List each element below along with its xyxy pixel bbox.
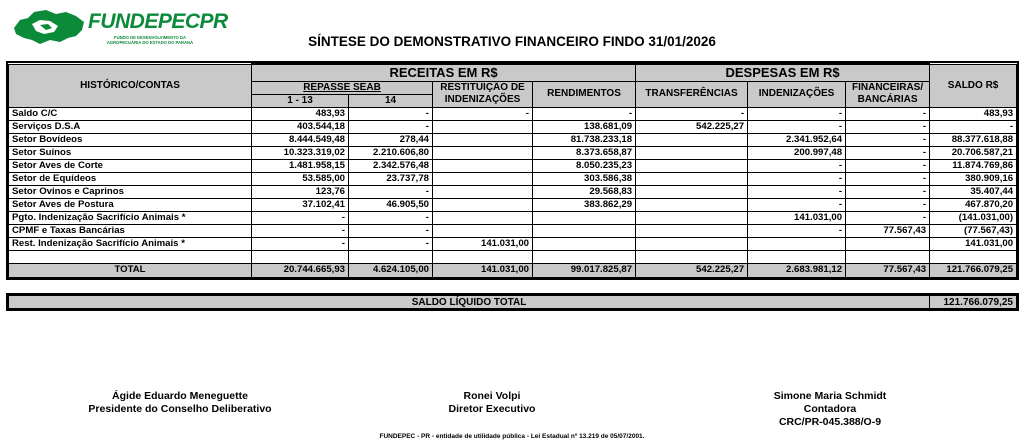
header-historico: HISTÓRICO/CONTAS xyxy=(9,64,252,107)
row-value: - xyxy=(252,211,349,224)
row-value xyxy=(636,224,748,237)
row-label: Setor Bovídeos xyxy=(9,133,252,146)
total-cell: 542.225,27 xyxy=(636,263,748,277)
row-value: 2.341.952,64 xyxy=(748,133,846,146)
table-row xyxy=(9,107,1017,120)
row-value xyxy=(930,250,1017,263)
row-value xyxy=(636,198,748,211)
row-value: 8.373.658,87 xyxy=(533,146,636,159)
row-value: - xyxy=(349,185,433,198)
header-financeiras: FINANCEIRAS/ BANCÁRIAS xyxy=(846,81,930,107)
table-row xyxy=(9,146,1017,159)
row-value: 53.585,00 xyxy=(252,172,349,185)
row-value: 278,44 xyxy=(349,133,433,146)
row-label: Pgto. Indenização Sacrifício Animais * xyxy=(9,211,252,224)
table-row xyxy=(9,250,1017,263)
row-value xyxy=(433,159,533,172)
row-label: Setor Aves de Postura xyxy=(9,198,252,211)
row-value: - xyxy=(748,120,846,133)
row-value: - xyxy=(930,120,1017,133)
row-value: 200.997,48 xyxy=(748,146,846,159)
row-value: 35.407,44 xyxy=(930,185,1017,198)
row-value xyxy=(533,211,636,224)
row-value: 383.862,29 xyxy=(533,198,636,211)
header-col-14: 14 xyxy=(349,94,433,107)
row-value: - xyxy=(846,120,930,133)
row-value: 11.874.769,86 xyxy=(930,159,1017,172)
row-value xyxy=(533,224,636,237)
row-value: - xyxy=(349,107,433,120)
row-value: 37.102,41 xyxy=(252,198,349,211)
total-label: TOTAL xyxy=(9,263,252,277)
row-value xyxy=(748,237,846,250)
row-value: - xyxy=(252,237,349,250)
row-value xyxy=(433,120,533,133)
row-value: (141.031,00) xyxy=(930,211,1017,224)
row-value: 23.737,78 xyxy=(349,172,433,185)
signature-registration: CRC/PR-045.388/O-9 xyxy=(778,416,882,428)
header-despesas: DESPESAS EM R$ xyxy=(636,64,930,81)
row-value: - xyxy=(846,133,930,146)
row-value: - xyxy=(636,107,748,120)
table-row xyxy=(9,198,1017,211)
row-value: 81.738.233,18 xyxy=(533,133,636,146)
row-value: - xyxy=(748,185,846,198)
row-value xyxy=(533,237,636,250)
table-row xyxy=(9,172,1017,185)
row-value: 138.681,09 xyxy=(533,120,636,133)
row-value: 380.909,16 xyxy=(930,172,1017,185)
row-value: - xyxy=(846,107,930,120)
row-value xyxy=(433,185,533,198)
row-value: 2.342.576,48 xyxy=(349,159,433,172)
row-value xyxy=(433,211,533,224)
row-value: 303.586,38 xyxy=(533,172,636,185)
row-value: - xyxy=(349,120,433,133)
signature-name: Ágide Eduardo Meneguette xyxy=(112,390,248,402)
financial-table xyxy=(8,63,1017,278)
row-value: - xyxy=(846,185,930,198)
row-value: 123,76 xyxy=(252,185,349,198)
row-value: 403.544,18 xyxy=(252,120,349,133)
row-value: - xyxy=(748,159,846,172)
header-rendimentos: RENDIMENTOS xyxy=(533,81,636,107)
row-value xyxy=(433,133,533,146)
row-value: - xyxy=(748,224,846,237)
saldo-liquido-table xyxy=(8,295,1017,309)
row-value xyxy=(433,172,533,185)
row-value: - xyxy=(748,172,846,185)
row-value: (77.567,43) xyxy=(930,224,1017,237)
row-value: 483,93 xyxy=(930,107,1017,120)
row-value: 10.323.319,02 xyxy=(252,146,349,159)
row-label: CPMF e Taxas Bancárias xyxy=(9,224,252,237)
header-repasse-seab: REPASSE SEAB xyxy=(252,81,433,94)
table-row xyxy=(9,120,1017,133)
signature-role: Contadora xyxy=(803,403,857,415)
signature-president xyxy=(60,390,300,416)
row-value: - xyxy=(846,198,930,211)
row-value: 77.567,43 xyxy=(846,224,930,237)
row-label: Setor Suínos xyxy=(9,146,252,159)
row-value: 8.050.235,23 xyxy=(533,159,636,172)
row-value xyxy=(433,224,533,237)
page-title: SÍNTESE DO DEMONSTRATIVO FINANCEIRO FINDO 31/01/2026 xyxy=(308,34,716,49)
row-value xyxy=(748,250,846,263)
signature-role: Presidente do Conselho Deliberativo xyxy=(88,403,272,415)
row-label: Saldo C/C xyxy=(9,107,252,120)
table-row xyxy=(9,224,1017,237)
row-value: 141.031,00 xyxy=(433,237,533,250)
footer-note: FUNDEPEC - PR - entidade de utilidade pública - Lei Estadual nº 13.219 de 05/07/2001. xyxy=(379,433,645,440)
table-row xyxy=(9,133,1017,146)
row-label: Setor de Equídeos xyxy=(9,172,252,185)
row-label: Rest. Indenização Sacrifício Animais * xyxy=(9,237,252,250)
row-value: 29.568,83 xyxy=(533,185,636,198)
total-cell: 2.683.981,12 xyxy=(748,263,846,277)
row-value: 88.377.618,88 xyxy=(930,133,1017,146)
table-row xyxy=(9,185,1017,198)
signature-director xyxy=(392,390,592,416)
total-row xyxy=(9,263,1017,277)
total-cell: 4.624.105,00 xyxy=(349,263,433,277)
header-saldo: SALDO R$ xyxy=(930,64,1017,107)
row-value: 2.210.606,80 xyxy=(349,146,433,159)
row-label xyxy=(9,250,252,263)
row-value xyxy=(433,198,533,211)
row-label: Setor Ovinos e Caprinos xyxy=(9,185,252,198)
logo-name: FUNDEPECPR xyxy=(88,10,228,33)
saldo-liquido-value: 121.766.079,25 xyxy=(930,296,1017,309)
header-restituicao: RESTITUIÇÃO DE INDENIZAÇÕES xyxy=(433,81,533,107)
row-value xyxy=(636,133,748,146)
signature-name: Simone Maria Schmidt xyxy=(773,390,887,402)
row-value: - xyxy=(349,211,433,224)
row-value: - xyxy=(846,211,930,224)
row-value: - xyxy=(349,237,433,250)
signature-role: Diretor Executivo xyxy=(448,403,536,415)
table-body xyxy=(9,107,1017,263)
row-value xyxy=(636,172,748,185)
table-row xyxy=(9,159,1017,172)
header-indenizacoes: INDENIZAÇÕES xyxy=(748,81,846,107)
row-value: - xyxy=(433,107,533,120)
saldo-liquido-label: SALDO LÍQUIDO TOTAL xyxy=(9,296,930,309)
row-value: 467.870,20 xyxy=(930,198,1017,211)
row-value xyxy=(433,146,533,159)
header-receitas: RECEITAS EM R$ xyxy=(252,64,636,81)
row-value: 8.444.549,48 xyxy=(252,133,349,146)
row-value: - xyxy=(846,146,930,159)
row-value: 1.481.958,15 xyxy=(252,159,349,172)
row-value: 141.031,00 xyxy=(748,211,846,224)
total-cell: 141.031,00 xyxy=(433,263,533,277)
total-cell: 77.567,43 xyxy=(846,263,930,277)
row-value xyxy=(533,250,636,263)
total-cell: 99.017.825,87 xyxy=(533,263,636,277)
row-value xyxy=(846,237,930,250)
header-col-1-13: 1 - 13 xyxy=(252,94,349,107)
row-value xyxy=(636,250,748,263)
row-value: - xyxy=(748,107,846,120)
row-value xyxy=(636,159,748,172)
total-cell: 20.744.665,93 xyxy=(252,263,349,277)
row-value: - xyxy=(846,172,930,185)
row-value xyxy=(636,146,748,159)
row-value xyxy=(636,211,748,224)
row-value: 20.706.587,21 xyxy=(930,146,1017,159)
row-value xyxy=(636,237,748,250)
logo-subtitle: FUNDO DE DESENVOLVIMENTO DA AGROPECUÁRIA DO ESTADO DO PARANÁ xyxy=(106,35,194,45)
row-value: - xyxy=(748,198,846,211)
header-transferencias: TRANSFERÊNCIAS xyxy=(636,81,748,107)
row-label: Setor Aves de Corte xyxy=(9,159,252,172)
total-cell: 121.766.079,25 xyxy=(930,263,1017,277)
row-value: 542.225,27 xyxy=(636,120,748,133)
row-value xyxy=(252,250,349,263)
row-value: 46.905,50 xyxy=(349,198,433,211)
row-value xyxy=(349,250,433,263)
row-label: Serviços D.S.A xyxy=(9,120,252,133)
table-row xyxy=(9,211,1017,224)
row-value: - xyxy=(846,159,930,172)
row-value: - xyxy=(349,224,433,237)
row-value: 141.031,00 xyxy=(930,237,1017,250)
row-value: - xyxy=(533,107,636,120)
signature-accountant xyxy=(730,390,930,429)
row-value: 483,93 xyxy=(252,107,349,120)
row-value xyxy=(433,250,533,263)
row-value: - xyxy=(252,224,349,237)
row-value xyxy=(636,185,748,198)
table-row xyxy=(9,237,1017,250)
row-value xyxy=(846,250,930,263)
signature-name: Ronei Volpi xyxy=(463,390,521,402)
